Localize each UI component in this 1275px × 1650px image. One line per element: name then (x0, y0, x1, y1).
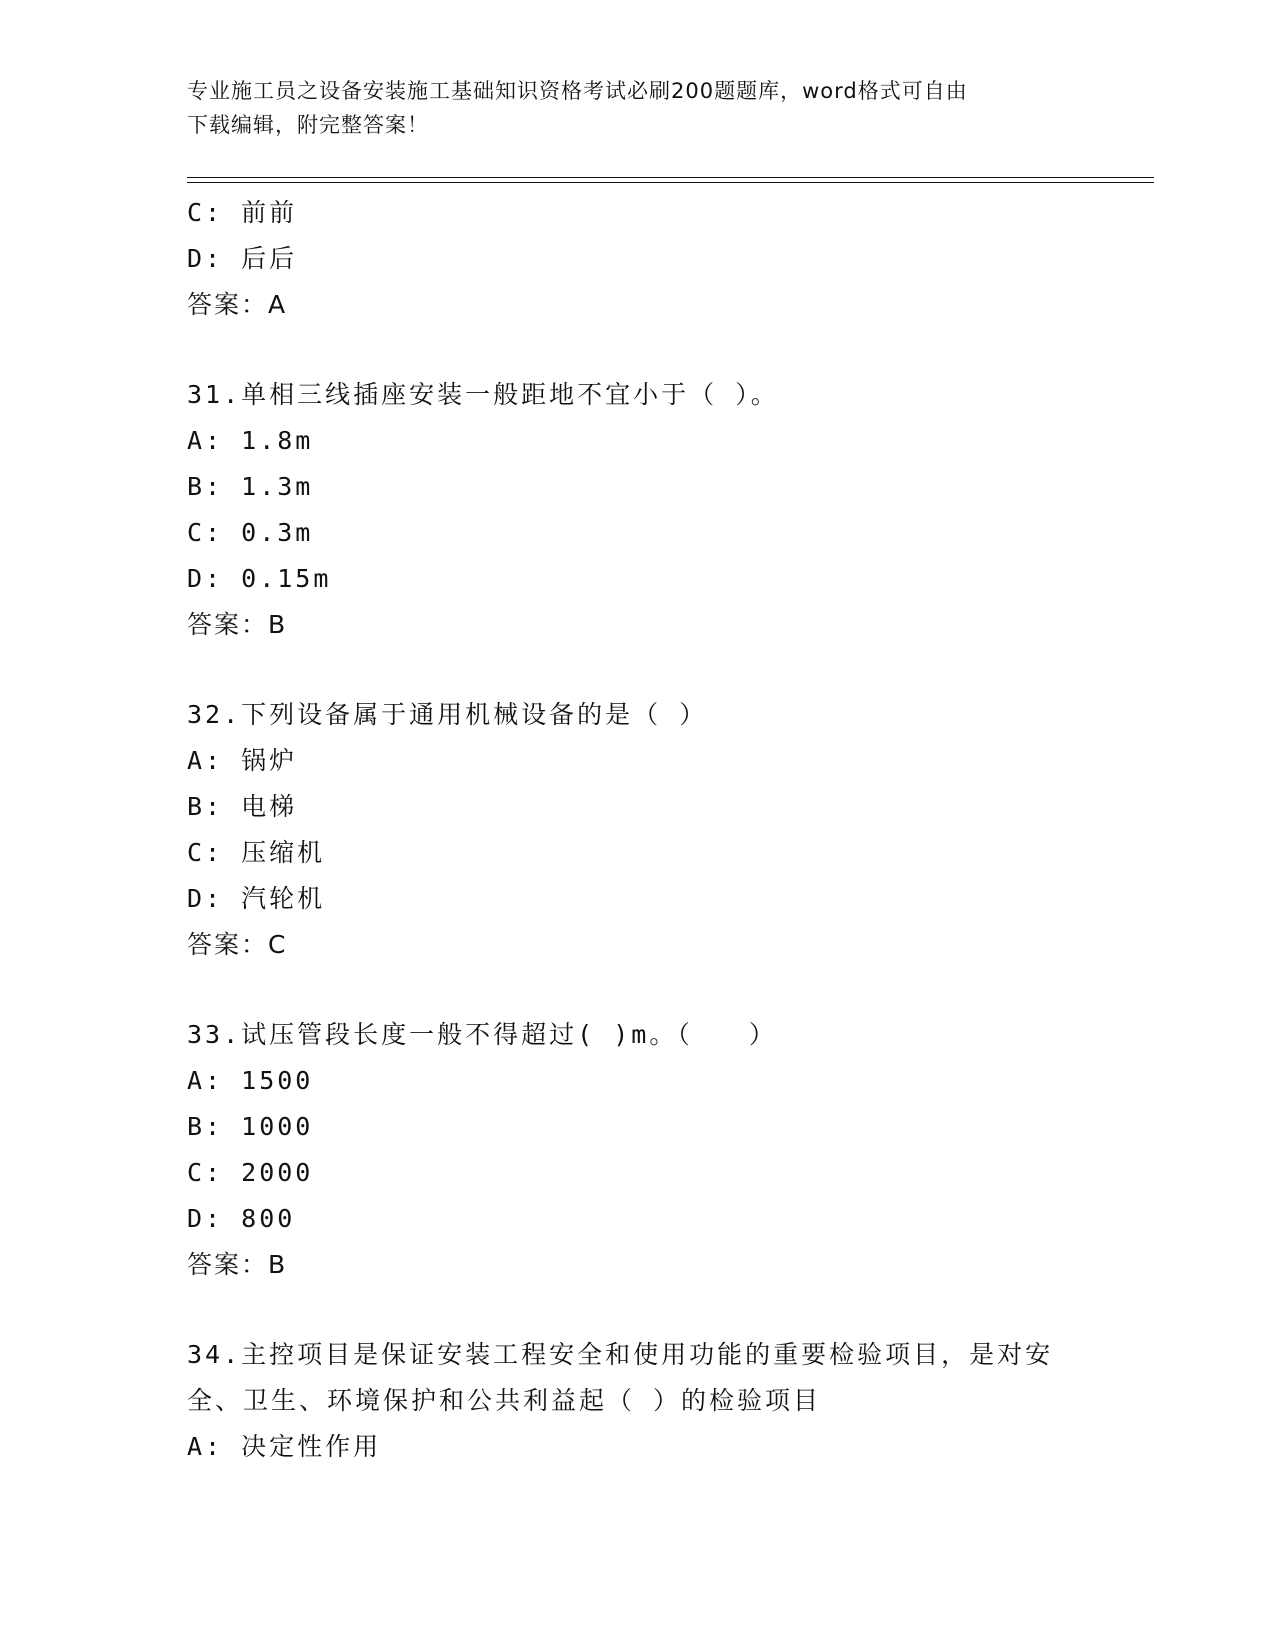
spacer (187, 648, 1087, 692)
answer: 答案：C (187, 930, 288, 959)
question-32 (187, 692, 1087, 968)
option-a: A: 决定性作用 (187, 1432, 382, 1461)
option-b: B: 1.3m (187, 472, 314, 501)
answer: 答案：A (187, 290, 288, 319)
question-33 (187, 1012, 1087, 1288)
question-stem-line-1: 34.主控项目是保证安装工程安全和使用功能的重要检验项目，是对安 (187, 1340, 1054, 1369)
option-d: D: 汽轮机 (187, 884, 326, 913)
answer: 答案：B (187, 1250, 288, 1279)
option-b: B: 电梯 (187, 792, 298, 821)
option-c: C: 前前 (187, 198, 298, 227)
option-a: A: 锅炉 (187, 746, 298, 775)
question-list (187, 190, 1087, 1470)
question-31 (187, 372, 1087, 648)
question-34 (187, 1332, 1087, 1470)
question-stem-line-2: 全、卫生、环境保护和公共利益起（ ）的检验项目 (187, 1386, 822, 1415)
document-header (187, 74, 1067, 142)
spacer (187, 328, 1087, 372)
spacer (187, 1288, 1087, 1332)
option-a: A: 1.8m (187, 426, 314, 455)
option-d: D: 0.15m (187, 564, 332, 593)
option-d: D: 800 (187, 1204, 296, 1233)
question-stem: 33.试压管段长度一般不得超过( )m。（ ） (187, 1020, 777, 1049)
question-stem: 31.单相三线插座安装一般距地不宜小于（ ）。 (187, 380, 779, 409)
option-b: B: 1000 (187, 1112, 314, 1141)
option-a: A: 1500 (187, 1066, 314, 1095)
header-divider-bottom (187, 182, 1154, 183)
header-line-2: 下载编辑，附完整答案！ (187, 113, 429, 137)
header-divider-top (187, 177, 1154, 178)
question-continued (187, 190, 1087, 328)
option-c: C: 0.3m (187, 518, 314, 547)
option-c: C: 压缩机 (187, 838, 326, 867)
question-stem: 32.下列设备属于通用机械设备的是（ ） (187, 700, 708, 729)
option-c: C: 2000 (187, 1158, 314, 1187)
header-line-1: 专业施工员之设备安装施工基础知识资格考试必刷200题题库，word格式可自由 (187, 79, 968, 103)
option-d: D: 后后 (187, 244, 298, 273)
answer: 答案：B (187, 610, 288, 639)
spacer (187, 968, 1087, 1012)
